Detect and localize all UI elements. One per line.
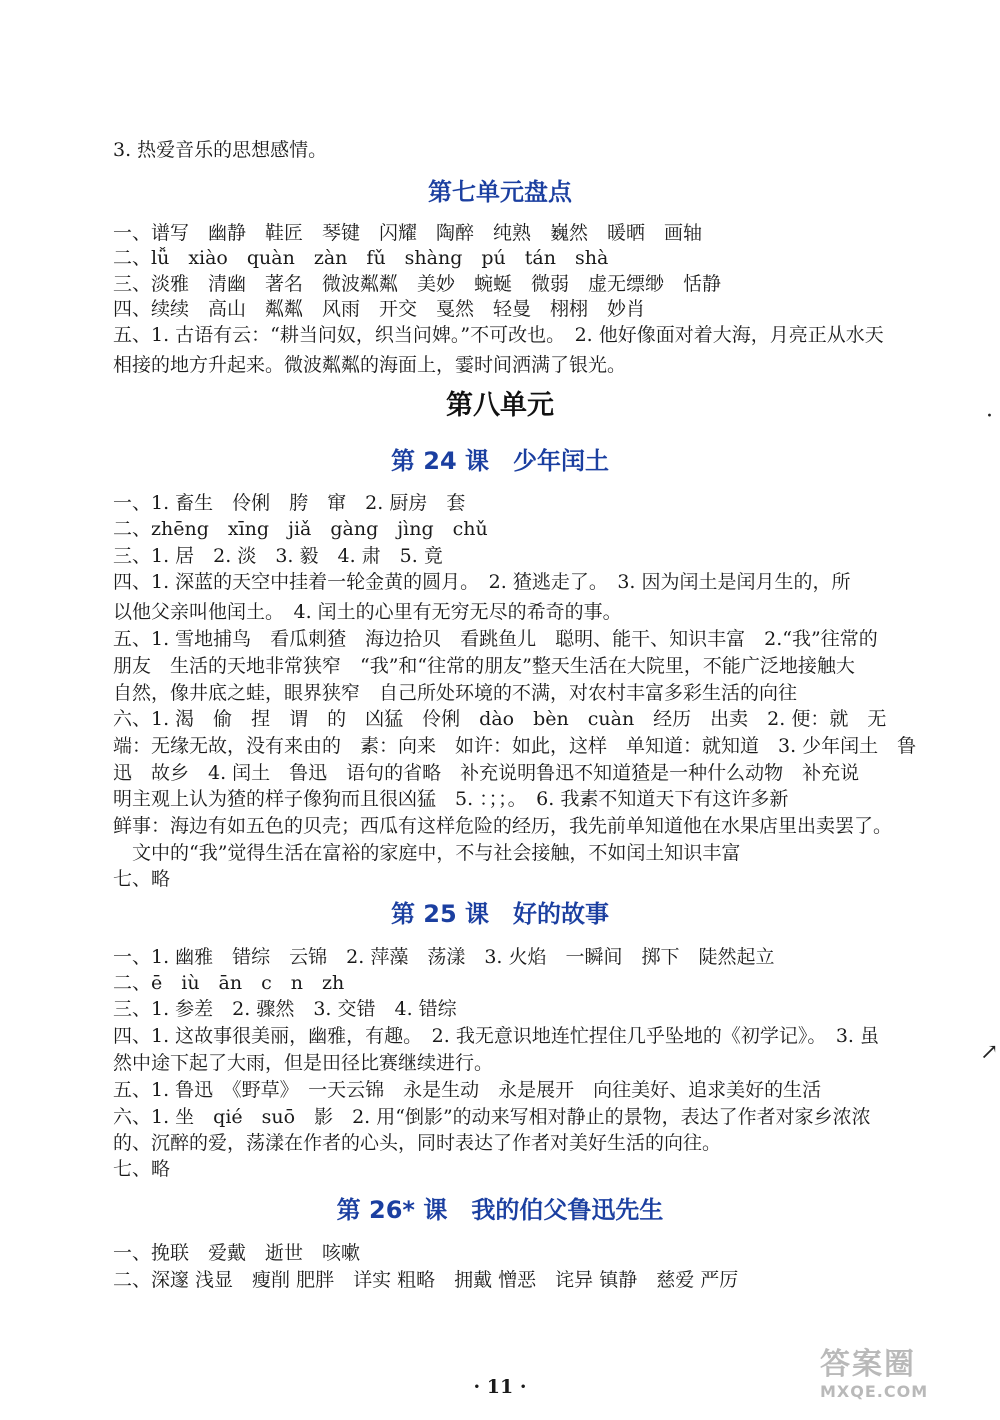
text-line: 六、1. 坐 qié suō 影 2. 用“倒影”的动来写相对静止的景物，表达了作者对家乡浓浓: [113, 1106, 871, 1128]
text-line: 相接的地方升起来。微波粼粼的海面上，霎时间洒满了银光。: [113, 354, 627, 376]
lesson26-heading: 第 26* 课 我的伯父鲁迅先生: [336, 1196, 664, 1224]
text-line: 以他父亲叫他闰土。 4. 闰土的心里有无穷无尽的希奇的事。: [113, 601, 622, 623]
text-line: 五、1. 雪地捕鸟 看瓜刺猹 海边拾贝 看跳鱼儿 聪明、能干、知识丰富 2.“我”往常的: [113, 628, 878, 650]
text-line: 二、深邃 浅显 瘦削 肥胖 详实 粗略 拥戴 憎恶 诧异 镇静 慈爱 严厉: [113, 1269, 739, 1291]
lesson24-heading: 第 24 课 少年闰土: [390, 447, 610, 475]
text-line: 一、挽联 爱戴 逝世 咳嗽: [113, 1242, 361, 1264]
text-line: 二、zhēng xīng jiǎ gàng jìng chǔ: [113, 518, 488, 540]
text-line: 3. 热爱音乐的思想感情。: [113, 139, 328, 161]
text-line: 四、1. 这故事很美丽，幽雅，有趣。 2. 我无意识地连忙捏住几乎坠地的《初学记》。 3. 虽: [113, 1025, 880, 1047]
page-number: · 11 ·: [473, 1376, 527, 1398]
margin-mark: ·: [986, 404, 993, 429]
text-line: 端：无缘无故，没有来由的 素：向来 如许：如此，这样 单知道：就知道 3. 少年闰土 鲁: [113, 735, 917, 757]
text-line: 明主观上认为猹的样子像狗而且很凶猛 5. ：；；。 6. 我素不知道天下有这许多新: [113, 788, 789, 810]
text-line: 四、续续 高山 粼粼 风雨 开交 戛然 轻曼 栩栩 妙肖: [113, 298, 646, 320]
watermark-logo: [820, 1348, 978, 1406]
text-line: 三、1. 参差 2. 骤然 3. 交错 4. 错综: [113, 998, 457, 1020]
text-line: 自然，像井底之蛙，眼界狭窄 自己所处环境的不满，对农村丰富多彩生活的向往: [113, 682, 798, 704]
watermark-bottom-text: MXQE.COM: [820, 1382, 929, 1401]
text-line: 然中途下起了大雨，但是田径比赛继续进行。: [113, 1052, 494, 1074]
text-line: 五、1. 古语有云：“耕当问奴，织当问婢。”不可改也。 2. 他好像面对着大海，月亮正从水天: [113, 324, 884, 346]
text-line: 四、1. 深蓝的天空中挂着一轮金黄的圆月。 2. 猹逃走了。 3. 因为闰土是闰月生的，所: [113, 571, 851, 593]
text-line: 七、略: [113, 868, 171, 890]
text-line: 三、淡雅 清幽 著名 微波粼粼 美妙 蜿蜒 微弱 虚无缥缈 恬静: [113, 273, 722, 295]
text-line: 三、1. 居 2. 淡 3. 毅 4. 肃 5. 竟: [113, 545, 443, 567]
text-line: 迅 故乡 4. 闰土 鲁迅 语句的省略 补充说明鲁迅不知道猹是一种什么动物 补充说: [113, 762, 860, 784]
unit7-heading: 第七单元盘点: [428, 178, 572, 206]
text-line: 的、沉醉的爱，荡漾在作者的心头，同时表达了作者对美好生活的向往。: [113, 1132, 722, 1154]
text-line: 七、略: [113, 1158, 171, 1180]
unit8-heading: 第八单元: [446, 390, 554, 421]
text-line: 二、lǚ xiào quàn zàn fǔ shàng pú tán shà: [113, 247, 609, 269]
text-line: 一、1. 幽雅 错综 云锦 2. 萍藻 荡漾 3. 火焰 一瞬间 掷下 陡然起立: [113, 946, 775, 968]
watermark-top-text: 答案圈: [820, 1347, 916, 1382]
lesson25-heading: 第 25 课 好的故事: [390, 900, 610, 928]
margin-mark: ↗: [980, 1040, 999, 1065]
text-line: 鲜事：海边有如五色的贝壳；西瓜有这样危险的经历，我先前单知道他在水果店里出卖罢了。: [113, 815, 893, 837]
text-line: 六、1. 渴 偷 捏 谓 的 凶猛 伶俐 dào bèn cuàn 经历 出卖 2. 便：就 无: [113, 708, 887, 730]
text-line: 一、1. 畜生 伶俐 胯 窜 2. 厨房 套: [113, 492, 466, 514]
text-line: 文中的“我”觉得生活在富裕的家庭中，不与社会接触，不如闰土知识丰富: [113, 842, 741, 864]
text-line: 一、谱写 幽静 鞋匠 琴键 闪耀 陶醉 纯熟 巍然 暖晒 画轴: [113, 222, 703, 244]
text-line: 五、1. 鲁迅 《野草》 一天云锦 永是生动 永是展开 向往美好、追求美好的生活: [113, 1079, 822, 1101]
text-line: 二、ē iù ān c n zh: [113, 972, 345, 994]
text-line: 朋友 生活的天地非常狭窄 “我”和“往常的朋友”整天生活在大院里，不能广泛地接触大: [113, 655, 855, 677]
